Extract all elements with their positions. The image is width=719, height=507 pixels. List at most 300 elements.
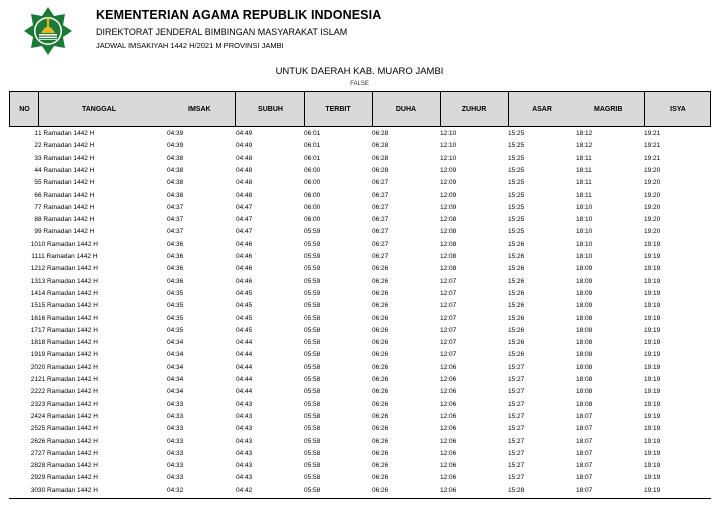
cell-imsak: 04:38 <box>167 179 184 187</box>
cell-isya: 19:19 <box>644 289 661 297</box>
table-row <box>9 411 711 423</box>
cell-duha: 06:26 <box>372 326 389 334</box>
cell-tanggal: 7 Ramadan 1442 H <box>38 203 95 211</box>
cell-magrib: 18:08 <box>576 388 593 396</box>
cell-no: 3 <box>34 154 38 162</box>
table-row <box>9 226 711 238</box>
cell-imsak: 04:39 <box>167 130 184 137</box>
cell-no: 1 <box>34 130 38 137</box>
cell-zuhur: 12:08 <box>440 228 457 236</box>
cell-subuh: 04:46 <box>236 277 253 285</box>
table-row <box>9 448 711 460</box>
table-row <box>9 190 711 202</box>
directorate-name: DIREKTORAT JENDERAL BIMBINGAN MASYARAKAT ISLAM <box>96 27 348 37</box>
table-row <box>9 300 711 312</box>
cell-magrib: 18:08 <box>576 363 593 371</box>
cell-tanggal: 20 Ramadan 1442 H <box>38 363 98 371</box>
cell-isya: 19:20 <box>644 228 661 236</box>
cell-subuh: 04:44 <box>236 388 253 396</box>
cell-asar: 15:27 <box>508 412 525 420</box>
cell-asar: 15:25 <box>508 228 525 236</box>
cell-asar: 15:27 <box>508 437 525 445</box>
cell-zuhur: 12:10 <box>440 154 457 162</box>
cell-terbit: 05:58 <box>304 425 321 433</box>
cell-tanggal: 4 Ramadan 1442 H <box>38 166 95 174</box>
cell-subuh: 04:43 <box>236 412 253 420</box>
cell-zuhur: 12:06 <box>440 388 457 396</box>
schedule-table-body <box>9 128 711 499</box>
cell-zuhur: 12:07 <box>440 314 457 322</box>
cell-terbit: 05:58 <box>304 339 321 347</box>
cell-magrib: 18:08 <box>576 351 593 359</box>
cell-duha: 06:26 <box>372 289 389 297</box>
cell-tanggal: 5 Ramadan 1442 H <box>38 179 95 187</box>
cell-tanggal: 9 Ramadan 1442 H <box>38 228 95 236</box>
cell-no: 27 <box>30 449 38 457</box>
cell-magrib: 18:07 <box>576 437 593 445</box>
cell-isya: 19:19 <box>644 326 661 334</box>
cell-magrib: 18:11 <box>576 191 592 199</box>
cell-zuhur: 12:06 <box>440 474 457 482</box>
cell-no: 7 <box>34 203 38 211</box>
cell-magrib: 18:10 <box>576 240 593 248</box>
cell-no: 30 <box>30 486 38 494</box>
cell-duha: 06:26 <box>372 351 389 359</box>
cell-zuhur: 12:08 <box>440 253 457 260</box>
cell-duha: 06:26 <box>372 376 389 383</box>
table-row <box>9 386 711 398</box>
cell-terbit: 05:58 <box>304 400 321 408</box>
cell-imsak: 04:33 <box>167 400 184 408</box>
cell-tanggal: 29 Ramadan 1442 H <box>38 474 98 482</box>
cell-duha: 06:28 <box>372 130 389 137</box>
cell-magrib: 18:09 <box>576 265 593 273</box>
col-header-terbit: TERBIT <box>325 105 351 113</box>
cell-asar: 15:26 <box>508 265 525 273</box>
cell-magrib: 18:10 <box>576 253 593 260</box>
cell-imsak: 04:36 <box>167 277 184 285</box>
cell-zuhur: 12:07 <box>440 351 457 359</box>
cell-no: 16 <box>30 314 38 322</box>
cell-asar: 15:27 <box>508 425 525 433</box>
kemenag-logo <box>23 6 73 56</box>
cell-duha: 06:26 <box>372 265 389 273</box>
cell-tanggal: 17 Ramadan 1442 H <box>38 326 98 334</box>
cell-terbit: 06:00 <box>304 216 321 224</box>
cell-duha: 06:26 <box>372 363 389 371</box>
cell-asar: 15:26 <box>508 314 525 322</box>
cell-duha: 06:27 <box>372 228 389 236</box>
cell-isya: 19:19 <box>644 253 661 260</box>
cell-no: 4 <box>34 166 38 174</box>
org-name: KEMENTERIAN AGAMA REPUBLIK INDONESIA <box>96 8 382 22</box>
cell-tanggal: 11 Ramadan 1442 H <box>38 253 98 260</box>
cell-subuh: 04:46 <box>236 240 253 248</box>
cell-duha: 06:28 <box>372 142 389 150</box>
cell-no: 23 <box>30 400 38 408</box>
cell-duha: 06:27 <box>372 216 389 224</box>
cell-zuhur: 12:06 <box>440 376 457 383</box>
cell-imsak: 04:33 <box>167 474 184 482</box>
cell-terbit: 05:59 <box>304 253 321 260</box>
table-row <box>9 165 711 177</box>
cell-magrib: 18:12 <box>576 142 593 150</box>
table-row <box>9 153 711 165</box>
cell-subuh: 04:48 <box>236 191 253 199</box>
table-row <box>9 202 711 214</box>
cell-no: 10 <box>30 240 38 248</box>
table-row <box>9 423 711 435</box>
cell-terbit: 05:59 <box>304 228 321 236</box>
cell-asar: 15:25 <box>508 203 525 211</box>
cell-terbit: 05:58 <box>304 449 321 457</box>
cell-imsak: 04:33 <box>167 412 184 420</box>
cell-imsak: 04:34 <box>167 363 184 371</box>
cell-zuhur: 12:07 <box>440 289 457 297</box>
cell-imsak: 04:33 <box>167 462 184 470</box>
cell-imsak: 04:35 <box>167 314 184 322</box>
cell-subuh: 04:46 <box>236 253 253 260</box>
cell-magrib: 18:08 <box>576 376 593 383</box>
table-header <box>9 91 711 127</box>
cell-subuh: 04:43 <box>236 437 253 445</box>
cell-imsak: 04:34 <box>167 339 184 347</box>
cell-imsak: 04:36 <box>167 253 184 260</box>
cell-no: 21 <box>30 376 38 383</box>
col-header-magrib: MAGRIB <box>594 105 623 113</box>
cell-imsak: 04:33 <box>167 425 184 433</box>
cell-imsak: 04:36 <box>167 265 184 273</box>
cell-terbit: 05:58 <box>304 302 321 310</box>
cell-isya: 19:19 <box>644 474 661 482</box>
col-divider <box>235 92 236 126</box>
cell-duha: 06:26 <box>372 339 389 347</box>
cell-magrib: 18:07 <box>576 425 593 433</box>
cell-duha: 06:26 <box>372 412 389 420</box>
cell-no: 28 <box>30 462 38 470</box>
cell-subuh: 04:48 <box>236 166 253 174</box>
cell-isya: 19:19 <box>644 486 661 494</box>
cell-terbit: 06:01 <box>304 142 321 150</box>
cell-subuh: 04:44 <box>236 363 253 371</box>
table-row <box>9 349 711 361</box>
cell-asar: 15:26 <box>508 240 525 248</box>
cell-no: 6 <box>34 191 38 199</box>
cell-imsak: 04:35 <box>167 302 184 310</box>
cell-magrib: 18:10 <box>576 203 593 211</box>
cell-no: 14 <box>30 289 38 297</box>
cell-terbit: 06:00 <box>304 179 321 187</box>
cell-no: 8 <box>34 216 38 224</box>
cell-asar: 15:25 <box>508 191 525 199</box>
cell-isya: 19:19 <box>644 363 661 371</box>
cell-magrib: 18:08 <box>576 314 593 322</box>
cell-tanggal: 25 Ramadan 1442 H <box>38 425 98 433</box>
cell-imsak: 04:38 <box>167 191 184 199</box>
cell-asar: 15:26 <box>508 277 525 285</box>
col-header-subuh: SUBUH <box>258 105 283 113</box>
cell-subuh: 04:44 <box>236 376 253 383</box>
cell-no: 2 <box>34 142 38 150</box>
cell-tanggal: 24 Ramadan 1442 H <box>38 412 98 420</box>
cell-imsak: 04:32 <box>167 486 184 494</box>
cell-isya: 19:19 <box>644 376 661 383</box>
col-header-asar: ASAR <box>532 105 552 113</box>
cell-asar: 15:28 <box>508 486 525 494</box>
cell-asar: 15:27 <box>508 376 525 383</box>
cell-isya: 19:21 <box>644 142 661 150</box>
cell-zuhur: 12:06 <box>440 425 457 433</box>
cell-subuh: 04:45 <box>236 326 253 334</box>
cell-zuhur: 12:06 <box>440 363 457 371</box>
col-divider <box>644 92 645 126</box>
cell-tanggal: 18 Ramadan 1442 H <box>38 339 98 347</box>
cell-no: 26 <box>30 437 38 445</box>
cell-no: 25 <box>30 425 38 433</box>
table-row <box>9 472 711 484</box>
cell-imsak: 04:38 <box>167 166 184 174</box>
cell-magrib: 18:11 <box>576 166 592 174</box>
cell-asar: 15:25 <box>508 142 525 150</box>
cell-magrib: 18:07 <box>576 449 593 457</box>
cell-subuh: 04:45 <box>236 314 253 322</box>
subtitle-flag: FALSE <box>350 81 369 87</box>
cell-subuh: 04:43 <box>236 425 253 433</box>
cell-subuh: 04:45 <box>236 289 253 297</box>
cell-tanggal: 3 Ramadan 1442 H <box>38 154 95 162</box>
cell-isya: 19:19 <box>644 388 661 396</box>
cell-terbit: 05:58 <box>304 376 321 383</box>
cell-tanggal: 2 Ramadan 1442 H <box>38 142 95 150</box>
cell-duha: 06:28 <box>372 166 389 174</box>
cell-no: 17 <box>30 326 38 334</box>
cell-duha: 06:26 <box>372 462 389 470</box>
cell-duha: 06:27 <box>372 240 389 248</box>
cell-isya: 19:19 <box>644 400 661 408</box>
cell-asar: 15:27 <box>508 363 525 371</box>
cell-tanggal: 16 Ramadan 1442 H <box>38 314 98 322</box>
table-row <box>9 214 711 226</box>
cell-subuh: 04:49 <box>236 142 253 150</box>
cell-subuh: 04:42 <box>236 486 253 494</box>
cell-subuh: 04:48 <box>236 179 253 187</box>
cell-duha: 06:26 <box>372 486 389 494</box>
col-header-isya: ISYA <box>670 105 686 113</box>
cell-subuh: 04:44 <box>236 351 253 359</box>
cell-zuhur: 12:06 <box>440 412 457 420</box>
cell-duha: 06:26 <box>372 474 389 482</box>
cell-magrib: 18:09 <box>576 277 593 285</box>
cell-isya: 19:20 <box>644 179 661 187</box>
cell-isya: 19:19 <box>644 351 661 359</box>
cell-imsak: 04:37 <box>167 216 184 224</box>
cell-duha: 06:26 <box>372 437 389 445</box>
cell-isya: 19:19 <box>644 339 661 347</box>
col-header-zuhur: ZUHUR <box>461 105 487 113</box>
cell-asar: 15:26 <box>508 326 525 334</box>
cell-magrib: 18:08 <box>576 326 593 334</box>
cell-no: 15 <box>30 302 38 310</box>
cell-terbit: 05:58 <box>304 412 321 420</box>
cell-imsak: 04:38 <box>167 154 184 162</box>
cell-no: 24 <box>30 412 38 420</box>
cell-isya: 19:19 <box>644 437 661 445</box>
table-row <box>9 288 711 300</box>
cell-tanggal: 10 Ramadan 1442 H <box>38 240 98 248</box>
table-row <box>9 325 711 337</box>
cell-no: 11 <box>31 253 38 260</box>
col-divider <box>440 92 441 126</box>
cell-asar: 15:27 <box>508 400 525 408</box>
cell-subuh: 04:44 <box>236 339 253 347</box>
cell-subuh: 04:45 <box>236 302 253 310</box>
cell-isya: 19:19 <box>644 265 661 273</box>
cell-duha: 06:26 <box>372 400 389 408</box>
table-row <box>9 263 711 275</box>
cell-isya: 19:20 <box>644 203 661 211</box>
cell-zuhur: 12:09 <box>440 166 457 174</box>
cell-magrib: 18:08 <box>576 339 593 347</box>
cell-zuhur: 12:06 <box>440 449 457 457</box>
cell-zuhur: 12:06 <box>440 400 457 408</box>
table-row <box>9 140 711 152</box>
cell-duha: 06:27 <box>372 179 389 187</box>
cell-zuhur: 12:08 <box>440 216 457 224</box>
cell-terbit: 05:58 <box>304 326 321 334</box>
col-divider <box>304 92 305 126</box>
cell-isya: 19:19 <box>644 314 661 322</box>
col-header-no: NO <box>19 105 30 113</box>
cell-zuhur: 12:06 <box>440 462 457 470</box>
cell-asar: 15:25 <box>508 179 525 187</box>
table-row <box>9 251 711 263</box>
cell-imsak: 04:34 <box>167 388 184 396</box>
cell-no: 19 <box>30 351 38 359</box>
table-row <box>9 485 711 497</box>
cell-imsak: 04:35 <box>167 326 184 334</box>
cell-tanggal: 12 Ramadan 1442 H <box>38 265 98 273</box>
cell-terbit: 06:00 <box>304 166 321 174</box>
cell-zuhur: 12:06 <box>440 437 457 445</box>
cell-terbit: 06:01 <box>304 130 321 137</box>
cell-asar: 15:27 <box>508 388 525 396</box>
cell-duha: 06:26 <box>372 449 389 457</box>
cell-asar: 15:27 <box>508 449 525 457</box>
cell-zuhur: 12:07 <box>440 339 457 347</box>
table-row <box>9 177 711 189</box>
cell-terbit: 05:58 <box>304 462 321 470</box>
cell-magrib: 18:07 <box>576 462 593 470</box>
cell-terbit: 05:58 <box>304 388 321 396</box>
cell-tanggal: 22 Ramadan 1442 H <box>38 388 98 396</box>
cell-magrib: 18:07 <box>576 474 593 482</box>
table-row <box>9 374 711 386</box>
cell-no: 18 <box>30 339 38 347</box>
cell-duha: 06:26 <box>372 302 389 310</box>
cell-duha: 06:28 <box>372 154 389 162</box>
cell-no: 29 <box>30 474 38 482</box>
cell-asar: 15:26 <box>508 289 525 297</box>
cell-duha: 06:26 <box>372 425 389 433</box>
cell-terbit: 05:58 <box>304 363 321 371</box>
cell-asar: 15:25 <box>508 154 525 162</box>
cell-terbit: 05:59 <box>304 277 321 285</box>
cell-terbit: 06:00 <box>304 203 321 211</box>
cell-isya: 19:21 <box>644 130 661 137</box>
cell-subuh: 04:43 <box>236 400 253 408</box>
col-header-imsak: IMSAK <box>188 105 211 113</box>
cell-zuhur: 12:08 <box>440 265 457 273</box>
cell-magrib: 18:09 <box>576 289 593 297</box>
cell-isya: 19:19 <box>644 277 661 285</box>
cell-duha: 06:26 <box>372 388 389 396</box>
col-divider <box>372 92 373 126</box>
region-title: UNTUK DAERAH KAB. MUARO JAMBI <box>275 66 444 77</box>
cell-isya: 19:19 <box>644 462 661 470</box>
cell-isya: 19:20 <box>644 191 661 199</box>
cell-tanggal: 6 Ramadan 1442 H <box>38 191 95 199</box>
cell-zuhur: 12:07 <box>440 326 457 334</box>
cell-zuhur: 12:10 <box>440 142 457 150</box>
cell-tanggal: 21 Ramadan 1442 H <box>38 376 98 383</box>
cell-magrib: 18:10 <box>576 228 593 236</box>
cell-duha: 06:27 <box>372 203 389 211</box>
cell-tanggal: 14 Ramadan 1442 H <box>38 289 98 297</box>
cell-no: 9 <box>34 228 38 236</box>
cell-terbit: 05:59 <box>304 289 321 297</box>
cell-isya: 19:20 <box>644 216 661 224</box>
cell-tanggal: 23 Ramadan 1442 H <box>38 400 98 408</box>
cell-zuhur: 12:08 <box>440 240 457 248</box>
cell-imsak: 04:37 <box>167 228 184 236</box>
table-row <box>9 313 711 325</box>
cell-subuh: 04:47 <box>236 216 253 224</box>
cell-imsak: 04:37 <box>167 203 184 211</box>
cell-imsak: 04:33 <box>167 437 184 445</box>
cell-tanggal: 19 Ramadan 1442 H <box>38 351 98 359</box>
cell-isya: 19:19 <box>644 302 661 310</box>
cell-magrib: 18:11 <box>576 154 592 162</box>
cell-isya: 19:19 <box>644 425 661 433</box>
cell-zuhur: 12:06 <box>440 486 457 494</box>
cell-zuhur: 12:09 <box>440 203 457 211</box>
cell-tanggal: 8 Ramadan 1442 H <box>38 216 95 224</box>
cell-no: 13 <box>30 277 38 285</box>
cell-zuhur: 12:10 <box>440 130 457 137</box>
cell-zuhur: 12:09 <box>440 191 457 199</box>
cell-isya: 19:21 <box>644 154 661 162</box>
table-row <box>9 362 711 374</box>
cell-subuh: 04:43 <box>236 462 253 470</box>
cell-tanggal: 30 Ramadan 1442 H <box>38 486 98 494</box>
cell-asar: 15:26 <box>508 253 525 260</box>
cell-isya: 19:20 <box>644 166 661 174</box>
cell-magrib: 18:09 <box>576 302 593 310</box>
cell-asar: 15:25 <box>508 216 525 224</box>
cell-subuh: 04:43 <box>236 449 253 457</box>
cell-subuh: 04:47 <box>236 228 253 236</box>
cell-imsak: 04:34 <box>167 351 184 359</box>
cell-terbit: 05:58 <box>304 314 321 322</box>
cell-tanggal: 15 Ramadan 1442 H <box>38 302 98 310</box>
cell-subuh: 04:47 <box>236 203 253 211</box>
cell-asar: 15:25 <box>508 166 525 174</box>
cell-tanggal: 26 Ramadan 1442 H <box>38 437 98 445</box>
table-row <box>9 460 711 472</box>
table-row <box>9 337 711 349</box>
cell-asar: 15:26 <box>508 351 525 359</box>
cell-imsak: 04:36 <box>167 240 184 248</box>
